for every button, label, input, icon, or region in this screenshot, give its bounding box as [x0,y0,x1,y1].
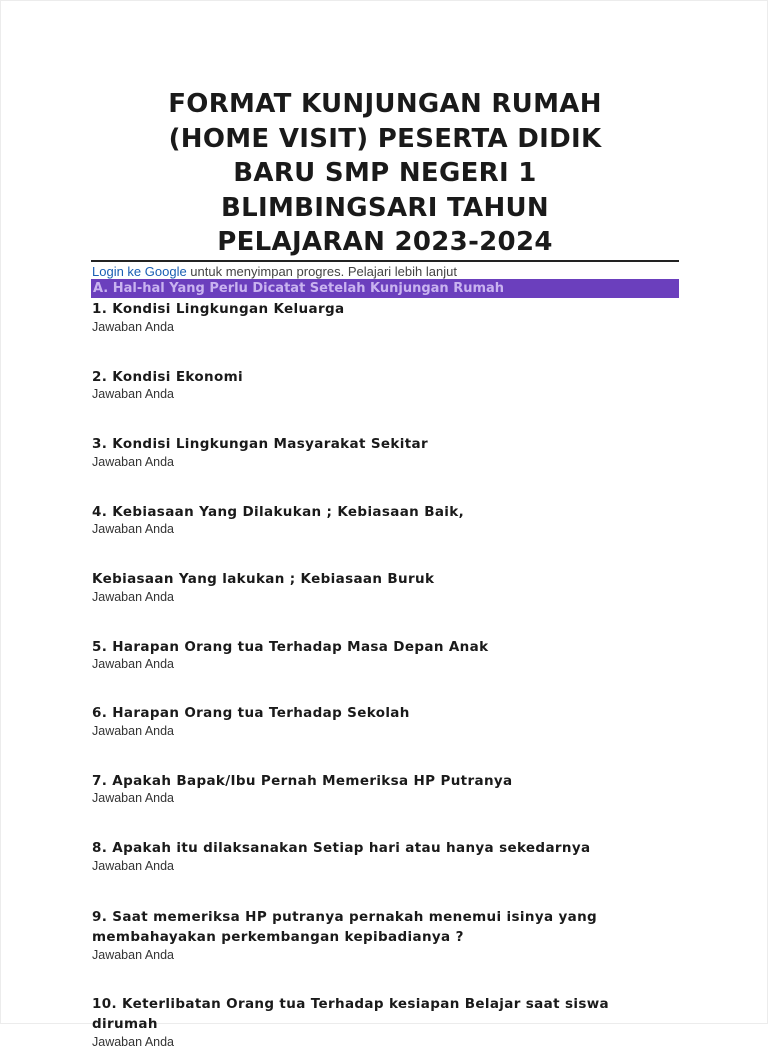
question-label-continued: dirumah [92,1016,158,1032]
question-item [92,299,680,335]
answer-input[interactable]: Jawaban Anda [92,657,175,671]
question-list [92,299,680,1050]
answer-input[interactable]: Jawaban Anda [92,319,175,334]
question-item [92,994,680,1050]
title-line: (HOME VISIT) PESERTA DIDIK [168,123,602,154]
answer-input[interactable]: Jawaban Anda [92,791,175,805]
answer-input[interactable]: Jawaban Anda [92,589,175,604]
title-line: BARU SMP NEGERI 1 [233,158,537,188]
question-label: 9. Saat memeriksa HP putranya pernakah menemui isinya yang [92,908,598,925]
answer-input[interactable]: Jawaban Anda [92,723,175,738]
question-item [92,907,680,963]
question-label: Kebiasaan Yang lakukan ; Kebiasaan Buruk [92,571,435,587]
answer-input[interactable]: Jawaban Anda [92,454,175,469]
section-header: A. Hal-hal Yang Perlu Dicatat Setelah Kunjungan Rumah [91,279,679,298]
question-item [92,771,680,807]
title-divider [91,260,679,262]
question-item [92,703,680,739]
question-label: 3. Kondisi Lingkungan Masyarakat Sekitar [92,436,428,452]
question-label: 5. Harapan Orang tua Terhadap Masa Depan Anak [92,638,489,655]
login-message: untuk menyimpan progres. Pelajari lebih lanjut [186,264,457,279]
login-notice [92,264,457,279]
question-item [92,367,680,403]
google-login-link[interactable]: Login ke Google [92,264,187,279]
question-label: 8. Apakah itu dilaksanakan Setiap hari atau hanya sekedarnya [92,840,591,856]
answer-input[interactable]: Jawaban Anda [92,387,175,401]
answer-input[interactable]: Jawaban Anda [92,858,175,873]
question-label: 6. Harapan Orang tua Terhadap Sekolah [92,705,410,721]
question-item [92,838,680,874]
answer-input[interactable]: Jawaban Anda [92,1034,175,1049]
question-item [92,434,680,470]
title-line: BLIMBINGSARI TAHUN [221,192,549,223]
question-label: 10. Keterlibatan Orang tua Terhadap kesiapan Belajar saat siswa [92,995,609,1012]
title-line: FORMAT KUNJUNGAN RUMAH [168,89,602,119]
question-item [92,502,680,538]
question-label: 4. Kebiasaan Yang Dilakukan ; Kebiasaan Baik, [92,503,465,520]
question-label: 1. Kondisi Lingkungan Keluarga [92,301,345,317]
answer-input[interactable]: Jawaban Anda [92,522,175,536]
question-label: 7. Apakah Bapak/Ibu Pernah Memeriksa HP Putranya [92,772,513,789]
question-item [92,569,680,605]
question-label: 2. Kondisi Ekonomi [92,368,243,385]
question-item [92,637,680,673]
title-line: PELAJARAN 2023-2024 [217,227,553,257]
question-label-continued: membahayakan perkembangan kepibadianya ? [92,929,464,945]
page-title [91,87,679,260]
answer-input[interactable]: Jawaban Anda [92,947,175,962]
